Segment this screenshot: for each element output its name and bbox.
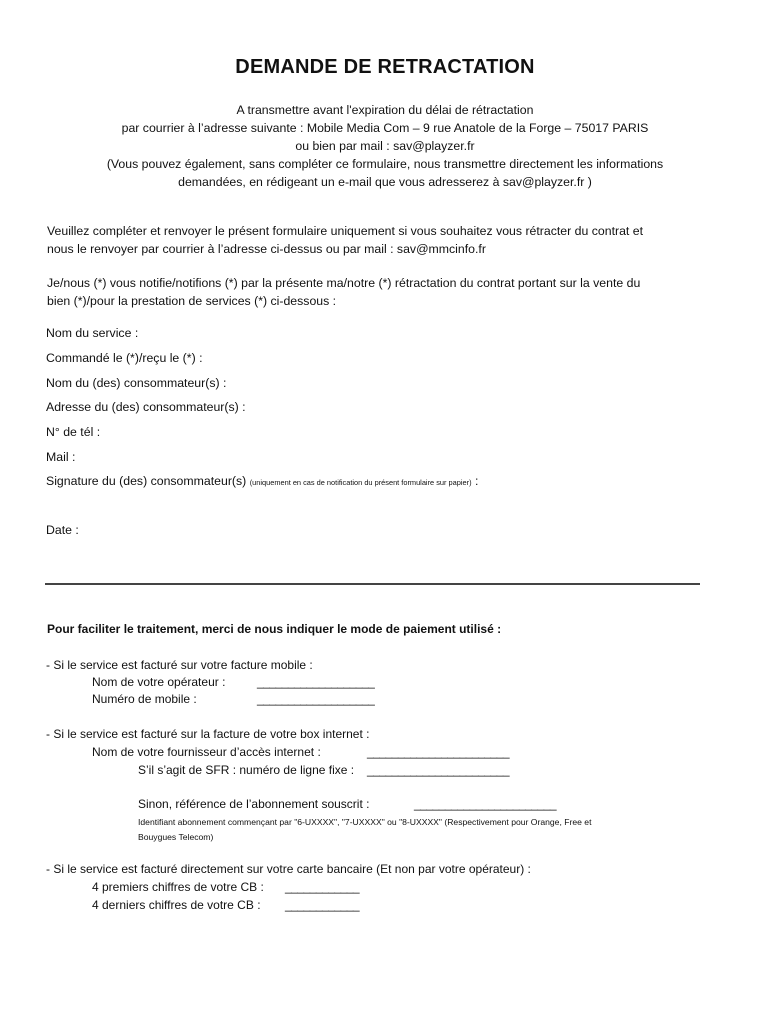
signature-field[interactable] [46,474,478,488]
ordered-received-field[interactable]: Commandé le (*)/reçu le (*) : [46,351,203,365]
section-divider [45,583,700,585]
page-title: DEMANDE DE RETRACTATION [235,56,535,78]
phone-field[interactable]: N° de tél : [46,425,101,439]
intro-line: par courrier à l’adresse suivante : Mobile Media Com – 9 rue Anatole de la Forge – 75017 PARIS [121,121,649,135]
signature-colon: : [474,474,479,488]
intro-line: (Vous pouvez également, sans compléter ce formulaire, nous transmettre directement les informations [106,157,664,171]
card-intro: - Si le service est facturé directement sur votre carte bancaire (Et non par votre opérateur) : [46,862,531,876]
intro-block [40,101,730,191]
signature-note: (uniquement en cas de notification du présent formulaire sur papier) [249,478,472,487]
instructions-line: Veuillez compléter et renvoyer le présent formulaire uniquement si vous souhaitez vous rétracter du contrat et [47,224,644,238]
service-name-field[interactable]: Nom du service : [46,326,139,340]
instructions-line: nous le renvoyer par courrier à l’adresse ci-dessus ou par mail : sav@mmcinfo.fr [47,242,486,256]
date-field[interactable]: Date : [46,523,79,537]
signature-label: Signature du (des) consommateur(s) [46,474,247,488]
subscription-note [138,815,708,845]
intro-line: ou bien par mail : sav@playzer.fr [295,139,475,153]
card-first-digits-input[interactable]: ____________ [285,880,360,894]
subscription-note-line: Identifiant abonnement commençant par "6-UXXXX", "7-UXXXX" ou "8-UXXXX" (Respectivement pour Orange, Free et [138,817,592,827]
operator-input[interactable]: ___________________ [257,675,375,689]
mail-field[interactable]: Mail : [46,450,76,464]
declaration-paragraph [47,274,707,310]
card-first-digits-label: 4 premiers chiffres de votre CB : [92,880,264,894]
intro-line: demandées, en rédigeant un e-mail que vous adresserez à sav@playzer.fr ) [178,175,592,189]
provider-label: Nom de votre fournisseur d’accès internet : [92,745,321,759]
instructions-paragraph [47,222,707,258]
mobile-intro: - Si le service est facturé sur votre facture mobile : [46,658,313,672]
subscription-ref-label: Sinon, référence de l’abonnement souscrit : [138,797,370,811]
box-intro: - Si le service est facturé sur la facture de votre box internet : [46,727,370,741]
card-last-digits-input[interactable]: ____________ [285,898,360,912]
card-last-digits-label: 4 derniers chiffres de votre CB : [92,898,261,912]
declaration-line: bien (*)/pour la prestation de services (*) ci-dessous : [47,294,337,308]
operator-label: Nom de votre opérateur : [92,675,226,689]
subscription-note-line: Bouygues Telecom) [138,832,214,842]
mobile-number-label: Numéro de mobile : [92,692,197,706]
payment-heading: Pour faciliter le traitement, merci de nous indiquer le mode de paiement utilisé : [47,622,502,636]
consumer-name-field[interactable]: Nom du (des) consommateur(s) : [46,376,227,390]
sfr-line-label: S’il s’agit de SFR : numéro de ligne fixe : [138,763,355,777]
provider-input[interactable]: _______________________ [367,745,509,759]
mobile-number-input[interactable]: ___________________ [257,692,375,706]
intro-line: A transmettre avant l'expiration du délai de rétractation [236,103,534,117]
declaration-line: Je/nous (*) vous notifie/notifions (*) par la présente ma/notre (*) rétractation du contrat portant sur la vente du [47,276,641,290]
sfr-line-input[interactable]: _______________________ [367,763,509,777]
subscription-ref-input[interactable]: _______________________ [414,797,556,811]
consumer-address-field[interactable]: Adresse du (des) consommateur(s) : [46,400,246,414]
